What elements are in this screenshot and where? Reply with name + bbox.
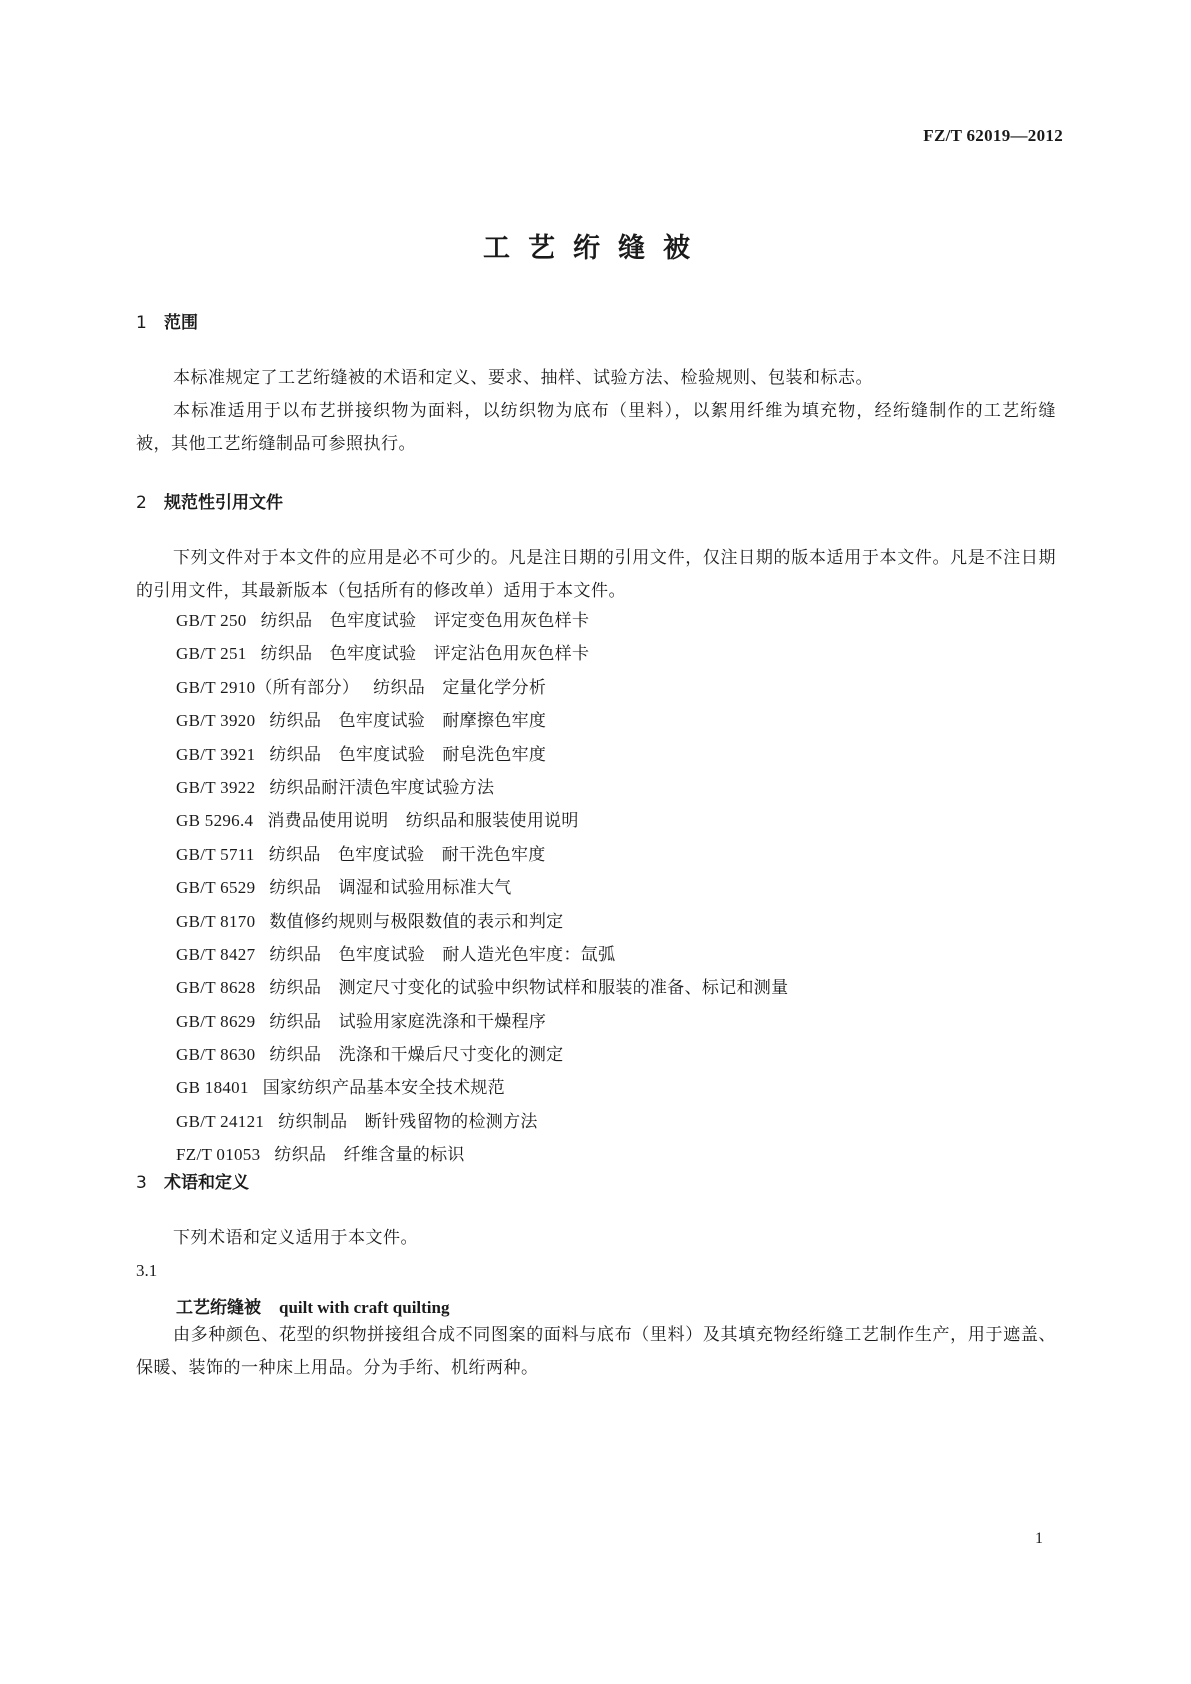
clause-number: 3.1 <box>136 1261 158 1280</box>
reference-title: 纺织品 色牢度试验 耐干洗色牢度 <box>268 844 546 865</box>
reference-title: 纺织品 色牢度试验 耐人造光色牢度：氙弧 <box>269 944 616 965</box>
section-title: 范围 <box>164 313 198 333</box>
reference-title: 纺织品 定量化学分析 <box>373 677 547 698</box>
reference-code: GB/T 8630 <box>176 1045 256 1065</box>
reference-item <box>176 637 788 670</box>
reference-item <box>176 771 788 804</box>
reference-code: GB/T 8170 <box>176 911 256 931</box>
reference-item <box>176 1038 788 1071</box>
reference-item <box>176 804 788 837</box>
reference-title: 纺织品 色牢度试验 评定变色用灰色样卡 <box>260 611 590 631</box>
standard-code: FZ/T 62019—2012 <box>923 126 1063 145</box>
reference-code: GB/T 24121 <box>176 1111 265 1131</box>
reference-title: 纺织品 色牢度试验 耐摩擦色牢度 <box>269 711 547 732</box>
reference-item <box>176 604 788 637</box>
page-number: 1 <box>1035 1530 1043 1547</box>
reference-item <box>176 971 788 1004</box>
reference-code: GB/T 3922 <box>176 777 256 797</box>
reference-title: 国家纺织产品基本安全技术规范 <box>262 1078 505 1099</box>
reference-code: GB/T 3921 <box>176 744 256 764</box>
reference-title: 数值修约规则与极限数值的表示和判定 <box>269 911 564 932</box>
reference-code: GB/T 8427 <box>176 944 256 964</box>
section-title: 术语和定义 <box>164 1173 249 1193</box>
reference-code: GB/T 6529 <box>176 878 256 898</box>
reference-item <box>176 1105 788 1138</box>
reference-item <box>176 1005 788 1038</box>
section-number: 3 <box>136 1173 147 1193</box>
reference-title: 纺织制品 断针残留物的检测方法 <box>278 1111 538 1132</box>
reference-code: GB/T 8629 <box>176 1011 256 1031</box>
reference-code: FZ/T 01053 <box>176 1145 261 1165</box>
term-entry <box>176 1293 450 1318</box>
reference-code: GB 18401 <box>176 1078 249 1098</box>
reference-code: GB/T 250 <box>176 611 247 630</box>
references-intro: 下列文件对于本文件的应用是必不可少的。凡是注日期的引用文件，仅注日期的版本适用于本文件。凡是不注日期的引用文件，其最新版本（包括所有的修改单）适用于本文件。 <box>136 548 1056 601</box>
reference-item <box>176 738 788 771</box>
scope-paragraph-1: 本标准规定了工艺绗缝被的术语和定义、要求、抽样、试验方法、检验规则、包装和标志。 <box>173 368 873 388</box>
terms-intro: 下列术语和定义适用于本文件。 <box>173 1228 418 1248</box>
term-chinese: 工艺绗缝被 <box>176 1298 261 1318</box>
reference-code: GB/T 2910（所有部分） <box>176 677 360 697</box>
reference-item <box>176 938 788 971</box>
reference-item <box>176 871 788 904</box>
reference-title: 纺织品 色牢度试验 评定沾色用灰色样卡 <box>260 644 590 665</box>
reference-item <box>176 905 788 938</box>
reference-item <box>176 671 788 704</box>
section-heading-scope <box>136 308 198 333</box>
reference-title: 纺织品 测定尺寸变化的试验中织物试样和服装的准备、标记和测量 <box>269 978 789 999</box>
section-number: 2 <box>136 493 147 513</box>
reference-code: GB/T 3920 <box>176 711 256 731</box>
section-heading-terms <box>136 1168 249 1193</box>
reference-title: 消费品使用说明 纺织品和服装使用说明 <box>267 811 579 832</box>
reference-item <box>176 1138 788 1171</box>
reference-code: GB/T 8628 <box>176 978 256 998</box>
section-number: 1 <box>136 313 147 333</box>
document-title: 工艺绗缝被 <box>483 233 708 264</box>
reference-item <box>176 704 788 737</box>
reference-item <box>176 838 788 871</box>
scope-paragraph-2: 本标准适用于以布艺拼接织物为面料，以纺织物为底布（里料），以絮用纤维为填充物，经绗缝制作的工艺绗缝被，其他工艺绗缝制品可参照执行。 <box>136 401 1056 454</box>
term-english: quilt with craft quilting <box>279 1298 450 1317</box>
reference-list <box>176 604 788 1172</box>
reference-code: GB/T 251 <box>176 644 247 664</box>
reference-title: 纺织品 洗涤和干燥后尺寸变化的测定 <box>269 1045 564 1066</box>
reference-code: GB 5296.4 <box>176 811 254 831</box>
reference-title: 纺织品 调湿和试验用标准大气 <box>269 878 512 899</box>
reference-title: 纺织品 试验用家庭洗涤和干燥程序 <box>269 1011 547 1032</box>
section-title: 规范性引用文件 <box>164 493 283 513</box>
reference-item <box>176 1071 788 1104</box>
reference-title: 纺织品 纤维含量的标识 <box>274 1145 465 1166</box>
term-definition: 由多种颜色、花型的织物拼接组合成不同图案的面料与底布（里料）及其填充物经绗缝工艺制作生产，用于遮盖、保暖、装饰的一种床上用品。分为手绗、机绗两种。 <box>136 1325 1056 1378</box>
reference-title: 纺织品 色牢度试验 耐皂洗色牢度 <box>269 744 547 765</box>
reference-title: 纺织品耐汗渍色牢度试验方法 <box>269 777 495 798</box>
reference-code: GB/T 5711 <box>176 844 255 864</box>
section-heading-references <box>136 488 283 513</box>
